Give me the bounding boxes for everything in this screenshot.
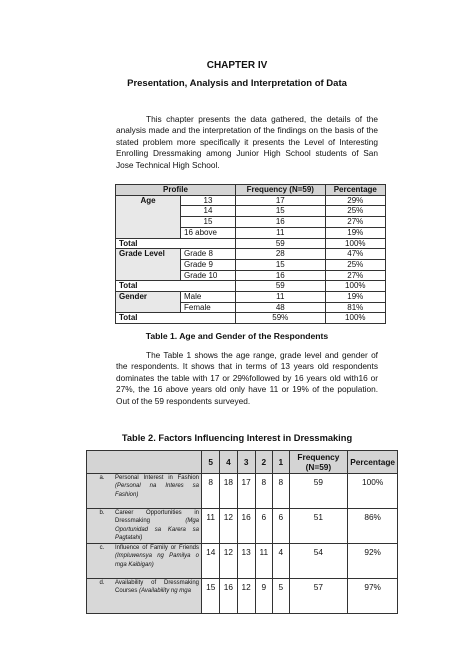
header-2: 2 xyxy=(255,451,273,474)
table-cell: 16 xyxy=(236,217,326,228)
item-text: Influence of Family or Friends (Impluwensya ng Pamilya o mga Kaibigan) xyxy=(115,545,199,568)
header-4: 4 xyxy=(220,451,238,474)
table-cell: 8 xyxy=(202,474,220,509)
table-header-row xyxy=(116,185,386,196)
header-3: 3 xyxy=(237,451,255,474)
table-cell: 48 xyxy=(236,302,326,313)
table-cell: 100% xyxy=(325,238,385,249)
table-cell: 13 xyxy=(181,195,236,206)
table-cell: 4 xyxy=(273,544,289,579)
table1-caption: Table 1. Age and Gender of the Respondents xyxy=(145,331,329,341)
table-cell: 19% xyxy=(325,227,385,238)
header-frequency: Frequency (N=59) xyxy=(289,451,348,474)
intro-paragraph: This chapter presents the data gathered, the details of the analysis made and the interpretation of the findings on the basis of the stated problem more specifically it presents the Level of Interesting Enrolling Dressmaking among Junior High School students of San Jose Technical High School. xyxy=(116,114,378,170)
table-cell: 51 xyxy=(289,509,348,544)
header-percentage: Percentage xyxy=(325,185,385,196)
table-row xyxy=(87,579,398,614)
table-cell: 25% xyxy=(325,259,385,270)
table-cell: Grade 8 xyxy=(181,249,236,260)
table-cell: 13 xyxy=(237,544,255,579)
header-5: 5 xyxy=(202,451,220,474)
total-label: Total xyxy=(116,281,236,292)
table-row xyxy=(87,509,398,544)
table-cell: 15 xyxy=(181,217,236,228)
table-cell: 27% xyxy=(325,217,385,228)
table-cell: 81% xyxy=(325,302,385,313)
age-group-label: Age xyxy=(116,195,181,238)
table-cell: 15 xyxy=(202,579,220,614)
table-cell: 5 xyxy=(273,579,289,614)
table-header-row xyxy=(87,451,398,474)
table-cell: 100% xyxy=(325,281,385,292)
table-cell: 11 xyxy=(236,292,326,303)
item-text: Career Opportunities in Dressmaking (Mga Oportunidad sa Karera sa Pagtatahi) xyxy=(115,510,199,542)
table-cell: 12 xyxy=(220,544,238,579)
chapter-heading: CHAPTER IV xyxy=(206,60,268,71)
analysis-paragraph: The Table 1 shows the age range, grade level and gender of the respondents. It shows that in terms of 13 years old respondents dominates the table with 17 or 29%followed by 16 years old with16 or 27%, the 16 above years old only have 11 or 19% of the population. Out of the 59 respondents surveyed. xyxy=(116,350,378,406)
table-cell: 54 xyxy=(289,544,348,579)
table-cell: 11 xyxy=(236,227,326,238)
total-row xyxy=(116,238,386,249)
table-cell: 100% xyxy=(325,313,385,324)
table-cell: 11 xyxy=(202,509,220,544)
total-label: Total xyxy=(116,313,236,324)
table-cell: 6 xyxy=(273,509,289,544)
factor-item xyxy=(87,474,202,509)
table-cell: 15 xyxy=(236,259,326,270)
grade-group-label: Grade Level xyxy=(116,249,181,281)
table-cell: Grade 9 xyxy=(181,259,236,270)
table-cell: 8 xyxy=(273,474,289,509)
table-cell: 97% xyxy=(348,579,398,614)
table-cell: 16 xyxy=(220,579,238,614)
total-row xyxy=(116,313,386,324)
table-cell: 11 xyxy=(255,544,273,579)
item-letter: c. xyxy=(99,545,105,551)
table-cell: 16 xyxy=(237,509,255,544)
header-blank xyxy=(87,451,202,474)
table-cell: 28 xyxy=(236,249,326,260)
total-row xyxy=(116,281,386,292)
header-frequency: Frequency (N=59) xyxy=(236,185,326,196)
table-cell: 92% xyxy=(348,544,398,579)
table2-caption: Table 2. Factors Influencing Interest in Dressmaking xyxy=(121,433,353,443)
table-cell: 18 xyxy=(220,474,238,509)
table-cell: Male xyxy=(181,292,236,303)
table-cell: 59 xyxy=(236,281,326,292)
profile-table xyxy=(115,184,386,324)
table-cell: 19% xyxy=(325,292,385,303)
table-row xyxy=(87,474,398,509)
table-cell: 16 xyxy=(236,270,326,281)
table-cell: 47% xyxy=(325,249,385,260)
table-row xyxy=(116,249,386,260)
table-row xyxy=(87,544,398,579)
table-row xyxy=(116,292,386,303)
table-cell: 27% xyxy=(325,270,385,281)
table-cell: 14 xyxy=(202,544,220,579)
table-cell: 12 xyxy=(220,509,238,544)
table-row xyxy=(116,195,386,206)
table-cell: 86% xyxy=(348,509,398,544)
table-cell: 17 xyxy=(237,474,255,509)
table-cell: Female xyxy=(181,302,236,313)
factor-item xyxy=(87,509,202,544)
header-1: 1 xyxy=(273,451,289,474)
factors-table xyxy=(86,450,398,614)
factor-item xyxy=(87,544,202,579)
header-profile: Profile xyxy=(116,185,236,196)
table-cell: 6 xyxy=(255,509,273,544)
table-cell: 100% xyxy=(348,474,398,509)
table-cell: 59% xyxy=(236,313,326,324)
item-text: Personal Interest in Fashion (Personal na Interes sa Fashion) xyxy=(115,475,199,498)
table-cell: 9 xyxy=(255,579,273,614)
table-cell: 14 xyxy=(181,206,236,217)
table-cell: 59 xyxy=(289,474,348,509)
table-cell: 57 xyxy=(289,579,348,614)
factor-item xyxy=(87,579,202,614)
total-label: Total xyxy=(116,238,236,249)
gender-group-label: Gender xyxy=(116,292,181,313)
item-letter: d. xyxy=(99,580,105,586)
table-cell: 12 xyxy=(237,579,255,614)
table-cell: 16 above xyxy=(181,227,236,238)
item-letter: a. xyxy=(99,475,105,481)
table-cell: 8 xyxy=(255,474,273,509)
table-cell: Grade 10 xyxy=(181,270,236,281)
table-cell: 25% xyxy=(325,206,385,217)
table-cell: 15 xyxy=(236,206,326,217)
table-cell: 17 xyxy=(236,195,326,206)
item-text: Availability of Dressmaking Courses (Availability ng mga xyxy=(115,580,199,595)
chapter-subtitle: Presentation, Analysis and Interpretation of Data xyxy=(127,78,347,89)
item-letter: b. xyxy=(99,510,105,516)
table-cell: 59 xyxy=(236,238,326,249)
table-cell: 29% xyxy=(325,195,385,206)
header-percentage: Percentage xyxy=(348,451,398,474)
